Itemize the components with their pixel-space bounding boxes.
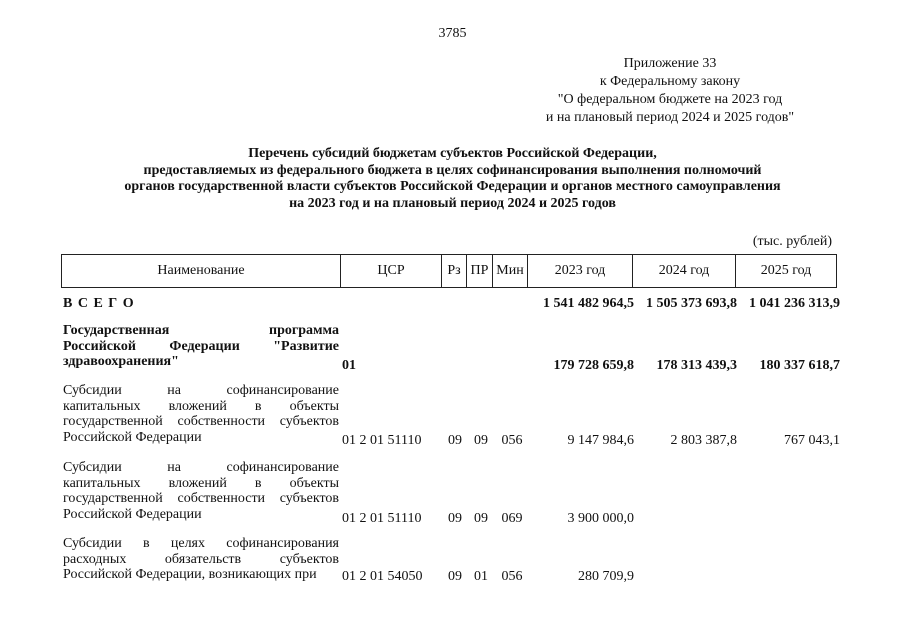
column-header-name: Наименование [62, 255, 341, 288]
row-value-2024: 178 313 439,3 [656, 358, 737, 373]
column-header-2023: 2023 год [528, 255, 633, 288]
row-min: 069 [501, 511, 523, 526]
row-value-2023: 179 728 659,8 [553, 358, 634, 373]
title-line: органов государственной власти субъектов Российской Федерации и органов местного самоуправления [124, 179, 781, 194]
row-value-2025: 180 337 618,7 [759, 358, 840, 373]
row-name-line: Субсидии в целях софинансирования [63, 536, 339, 551]
appendix-header [520, 55, 820, 127]
row-value-2023: 9 147 984,6 [567, 433, 634, 448]
title-line: на 2023 год и на плановый период 2024 и 2025 годов [289, 195, 616, 211]
column-header-min: Мин [493, 255, 528, 288]
column-header-rz: Рз [442, 255, 467, 288]
row-name [63, 383, 339, 445]
row-csr: 01 2 01 51110 [342, 433, 422, 448]
row-name [63, 536, 339, 583]
row-csr: 01 [342, 358, 356, 373]
row-csr: 01 2 01 54050 [342, 569, 423, 584]
row-name-line: Российской Федерации [63, 429, 202, 445]
row-value-2025: 767 043,1 [784, 433, 840, 448]
table-header [61, 254, 837, 288]
row-name-line: государственной собственности субъектов [63, 491, 339, 506]
column-header-2025: 2025 год [736, 255, 837, 288]
row-value-2023: 280 709,9 [578, 569, 634, 584]
row-name [63, 323, 339, 370]
row-name-line: Государственная программа [63, 323, 339, 338]
row-value-2023: 3 900 000,0 [567, 511, 634, 526]
title-line: предоставляемых из федерального бюджета в целях софинансирования выполнения полномочий [143, 162, 762, 178]
row-name-line: Субсидии на софинансирование [63, 460, 339, 475]
row-rz: 09 [448, 511, 462, 526]
row-name-line: Российской Федерации [63, 506, 202, 522]
row-value-2024: 2 803 387,8 [670, 433, 737, 448]
row-value-2023: 1 541 482 964,5 [543, 296, 634, 311]
row-value-2024: 1 505 373 693,8 [646, 296, 737, 311]
page-number: 3785 [438, 26, 467, 41]
row-min: 056 [501, 569, 523, 584]
row-rz: 09 [448, 433, 462, 448]
row-pr: 09 [474, 511, 488, 526]
appendix-line: Приложение 33 [623, 56, 717, 71]
appendix-line: "О федеральном бюджете на 2023 год [557, 92, 783, 107]
title-line: Перечень субсидий бюджетам субъектов Российской Федерации, [248, 146, 657, 161]
table-row [0, 460, 905, 526]
row-name-line: государственной собственности субъектов [63, 414, 339, 429]
table-row-total [0, 296, 905, 316]
row-min: 056 [501, 433, 523, 448]
appendix-line: и на плановый период 2024 и 2025 годов" [545, 110, 795, 125]
row-name: В С Е Г О [63, 296, 135, 311]
row-name-line: здравоохранения" [63, 354, 179, 369]
row-value-2025: 1 041 236 313,9 [749, 296, 840, 311]
appendix-line: к Федеральному закону [599, 74, 741, 89]
row-name-line: капитальных вложений в объекты [63, 398, 339, 414]
row-name-line: Российской Федерации "Развитие [63, 338, 339, 354]
column-header-2024: 2024 год [633, 255, 736, 288]
table-row [0, 383, 905, 449]
row-name [63, 460, 339, 522]
row-name-line: капитальных вложений в объекты [63, 475, 339, 491]
column-header-csr: ЦСР [341, 255, 442, 288]
row-name-line: Российской Федерации, возникающих при [63, 567, 317, 582]
row-csr: 01 2 01 51110 [342, 511, 422, 526]
row-name-line: расходных обязательств субъектов [63, 551, 339, 567]
column-header-pr: ПР [467, 255, 493, 288]
units-label: (тыс. рублей) [752, 234, 832, 249]
table-row-program [0, 323, 905, 375]
document-title [40, 146, 865, 212]
row-pr: 01 [474, 569, 488, 584]
row-pr: 09 [474, 433, 488, 448]
row-rz: 09 [448, 569, 462, 584]
table-row [0, 536, 905, 588]
row-name-line: Субсидии на софинансирование [63, 383, 339, 398]
